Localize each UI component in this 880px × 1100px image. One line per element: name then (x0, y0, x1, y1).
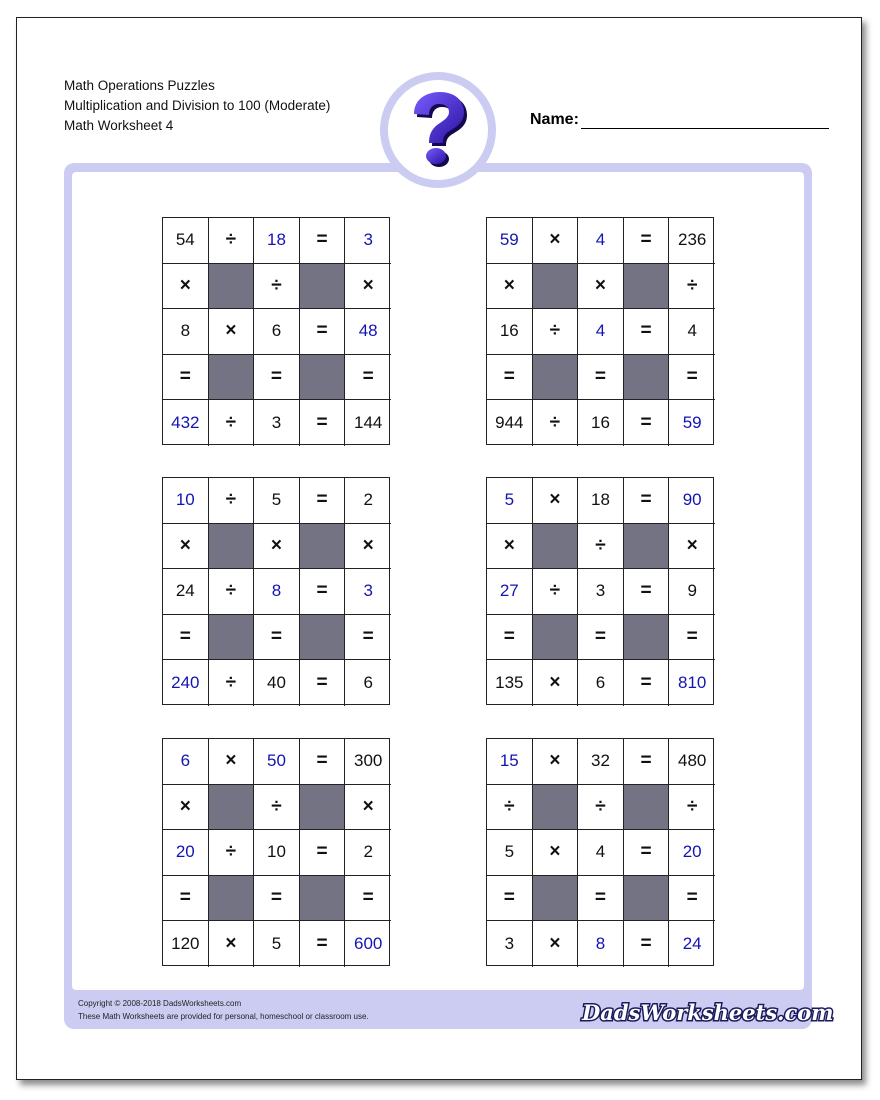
answer-cell[interactable]: 48 (345, 309, 391, 355)
puzzle-grid-2 (486, 217, 714, 445)
number-cell: 5 (487, 830, 533, 876)
operator-cell: = (300, 218, 346, 264)
operator-cell: × (487, 524, 533, 570)
puzzle-grid-6 (486, 738, 714, 966)
operator-cell: ÷ (669, 785, 715, 831)
answer-cell[interactable]: 4 (578, 309, 624, 355)
brand-text: DadsWorksheets.com (582, 1000, 834, 1025)
operator-cell: = (624, 739, 670, 785)
name-line[interactable] (581, 112, 829, 129)
operator-cell: = (300, 400, 346, 446)
operator-cell: = (487, 615, 533, 661)
number-cell: 144 (353, 413, 383, 433)
name-field[interactable] (530, 111, 829, 129)
shaded-cell (209, 264, 255, 310)
shaded-cell (209, 785, 255, 831)
shaded-cell (209, 615, 255, 661)
operator-cell: × (533, 218, 579, 264)
number-cell: 24 (163, 569, 209, 615)
answer-cell[interactable]: 27 (487, 569, 533, 615)
shaded-cell (533, 785, 579, 831)
shaded-cell (300, 876, 346, 922)
operator-cell: × (345, 524, 391, 570)
answer-cell[interactable]: 59 (487, 218, 533, 264)
shaded-cell (624, 524, 670, 570)
answer-cell[interactable]: 10 (163, 478, 209, 524)
shaded-cell (209, 355, 255, 401)
number-cell: 54 (163, 218, 209, 264)
operator-cell: × (533, 739, 579, 785)
operator-cell: = (624, 218, 670, 264)
number-cell: 4 (669, 309, 715, 355)
answer-cell[interactable]: 810 (677, 673, 707, 693)
worksheet-title: Math Operations Puzzles (64, 78, 215, 93)
answer-cell[interactable]: 90 (669, 478, 715, 524)
operator-cell: = (487, 355, 533, 401)
shaded-cell (533, 876, 579, 922)
operator-cell: = (487, 876, 533, 922)
answer-cell[interactable]: 59 (682, 413, 702, 433)
copyright-text: Copyright © 2008-2018 DadsWorksheets.com (78, 999, 242, 1008)
operator-cell: = (300, 921, 346, 967)
number-cell: 40 (254, 660, 300, 706)
operator-cell: × (533, 478, 579, 524)
number-cell: 16 (578, 400, 624, 446)
operator-cell: = (669, 355, 715, 401)
answer-cell[interactable]: 6 (163, 739, 209, 785)
shaded-cell (624, 785, 670, 831)
operator-cell: ÷ (254, 264, 300, 310)
answer-cell[interactable]: 20 (669, 830, 715, 876)
number-cell: 3 (578, 569, 624, 615)
operator-cell: ÷ (533, 569, 579, 615)
operator-cell: = (578, 355, 624, 401)
question-mark-icon (396, 88, 480, 172)
number-cell: 236 (669, 218, 715, 264)
operator-cell: ÷ (209, 400, 255, 446)
number-cell: 3 (254, 400, 300, 446)
answer-cell[interactable]: 432 (163, 400, 209, 446)
answer-cell[interactable]: 50 (254, 739, 300, 785)
shaded-cell (300, 355, 346, 401)
operator-cell: = (345, 355, 391, 401)
operator-cell: = (300, 830, 346, 876)
operator-cell: × (345, 785, 391, 831)
number-cell: 4 (578, 830, 624, 876)
shaded-cell (300, 524, 346, 570)
operator-cell: ÷ (578, 524, 624, 570)
shaded-cell (624, 876, 670, 922)
operator-cell: ÷ (669, 264, 715, 310)
operator-cell: = (163, 355, 209, 401)
answer-cell[interactable]: 8 (578, 921, 624, 967)
shaded-cell (624, 615, 670, 661)
operator-cell: ÷ (209, 569, 255, 615)
operator-cell: = (300, 660, 346, 706)
operator-cell: × (669, 524, 715, 570)
operator-cell: = (163, 615, 209, 661)
operator-cell: = (345, 615, 391, 661)
operator-cell: ÷ (533, 309, 579, 355)
number-cell: 5 (254, 921, 300, 967)
number-cell: 135 (487, 660, 533, 706)
puzzle-grid-1 (162, 217, 390, 445)
number-cell: 32 (578, 739, 624, 785)
operator-cell: ÷ (487, 785, 533, 831)
number-cell: 18 (578, 478, 624, 524)
number-cell: 2 (345, 478, 391, 524)
puzzle-grid-3 (162, 477, 390, 705)
operator-cell: × (163, 524, 209, 570)
operator-cell: × (533, 660, 579, 706)
operator-cell: = (300, 569, 346, 615)
operator-cell: × (209, 921, 255, 967)
operator-cell: × (209, 739, 255, 785)
shaded-cell (624, 355, 670, 401)
name-label: Name: (530, 111, 579, 128)
operator-cell: × (487, 264, 533, 310)
number-cell: 6 (578, 660, 624, 706)
shaded-cell (209, 524, 255, 570)
operator-cell: = (300, 309, 346, 355)
shaded-cell (300, 264, 346, 310)
answer-cell[interactable]: 8 (254, 569, 300, 615)
operator-cell: = (624, 400, 670, 446)
number-cell: 3 (487, 921, 533, 967)
operator-cell: = (578, 615, 624, 661)
answer-cell[interactable]: 18 (254, 218, 300, 264)
puzzle-grid-4 (486, 477, 714, 705)
operator-cell: = (624, 830, 670, 876)
usage-note: These Math Worksheets are provided for personal, homeschool or classroom use. (78, 1012, 369, 1021)
operator-cell: × (163, 264, 209, 310)
shaded-cell (624, 264, 670, 310)
number-cell: 8 (163, 309, 209, 355)
operator-cell: × (209, 309, 255, 355)
operator-cell: ÷ (254, 785, 300, 831)
operator-cell: ÷ (578, 785, 624, 831)
number-cell: 6 (254, 309, 300, 355)
shaded-cell (533, 264, 579, 310)
number-cell: 5 (254, 478, 300, 524)
number-cell: 16 (487, 309, 533, 355)
operator-cell: = (669, 876, 715, 922)
operator-cell: = (669, 615, 715, 661)
operator-cell: = (624, 921, 670, 967)
shaded-cell (533, 615, 579, 661)
answer-cell[interactable]: 3 (345, 569, 391, 615)
puzzle-grid-5 (162, 738, 390, 966)
shaded-cell (533, 524, 579, 570)
operator-cell: = (254, 876, 300, 922)
number-cell: 944 (487, 400, 533, 446)
operator-cell: × (254, 524, 300, 570)
operator-cell: ÷ (209, 218, 255, 264)
number-cell: 120 (163, 921, 209, 967)
operator-cell: × (163, 785, 209, 831)
operator-cell: = (345, 876, 391, 922)
number-cell: 480 (669, 739, 715, 785)
answer-cell[interactable]: 15 (487, 739, 533, 785)
worksheet-number: Math Worksheet 4 (64, 118, 174, 133)
operator-cell: ÷ (533, 400, 579, 446)
operator-cell: ÷ (209, 830, 255, 876)
answer-cell[interactable]: 600 (353, 934, 383, 954)
operator-cell: × (533, 830, 579, 876)
operator-cell: × (533, 921, 579, 967)
number-cell: 9 (669, 569, 715, 615)
answer-cell[interactable]: 240 (163, 660, 209, 706)
operator-cell: = (254, 615, 300, 661)
number-cell: 300 (345, 739, 391, 785)
operator-cell: ÷ (209, 478, 255, 524)
operator-cell: = (624, 569, 670, 615)
shaded-cell (533, 355, 579, 401)
operator-cell: = (624, 660, 670, 706)
dadsworksheets-logo[interactable] (578, 994, 834, 1030)
operator-cell: = (300, 478, 346, 524)
operator-cell: × (578, 264, 624, 310)
shaded-cell (300, 785, 346, 831)
operator-cell: = (300, 739, 346, 785)
answer-cell[interactable]: 20 (163, 830, 209, 876)
answer-cell[interactable]: 4 (578, 218, 624, 264)
worksheet-subtitle: Multiplication and Division to 100 (Moderate) (64, 98, 331, 113)
operator-cell: = (254, 355, 300, 401)
answer-cell[interactable]: 24 (682, 934, 702, 954)
operator-cell: = (163, 876, 209, 922)
answer-cell[interactable]: 5 (487, 478, 533, 524)
answer-cell[interactable]: 3 (345, 218, 391, 264)
operator-cell: = (624, 478, 670, 524)
number-cell: 10 (254, 830, 300, 876)
number-cell: 6 (363, 673, 373, 693)
shaded-cell (300, 615, 346, 661)
number-cell: 2 (345, 830, 391, 876)
operator-cell: ÷ (209, 660, 255, 706)
operator-cell: × (345, 264, 391, 310)
shaded-cell (209, 876, 255, 922)
operator-cell: = (578, 876, 624, 922)
operator-cell: = (624, 309, 670, 355)
